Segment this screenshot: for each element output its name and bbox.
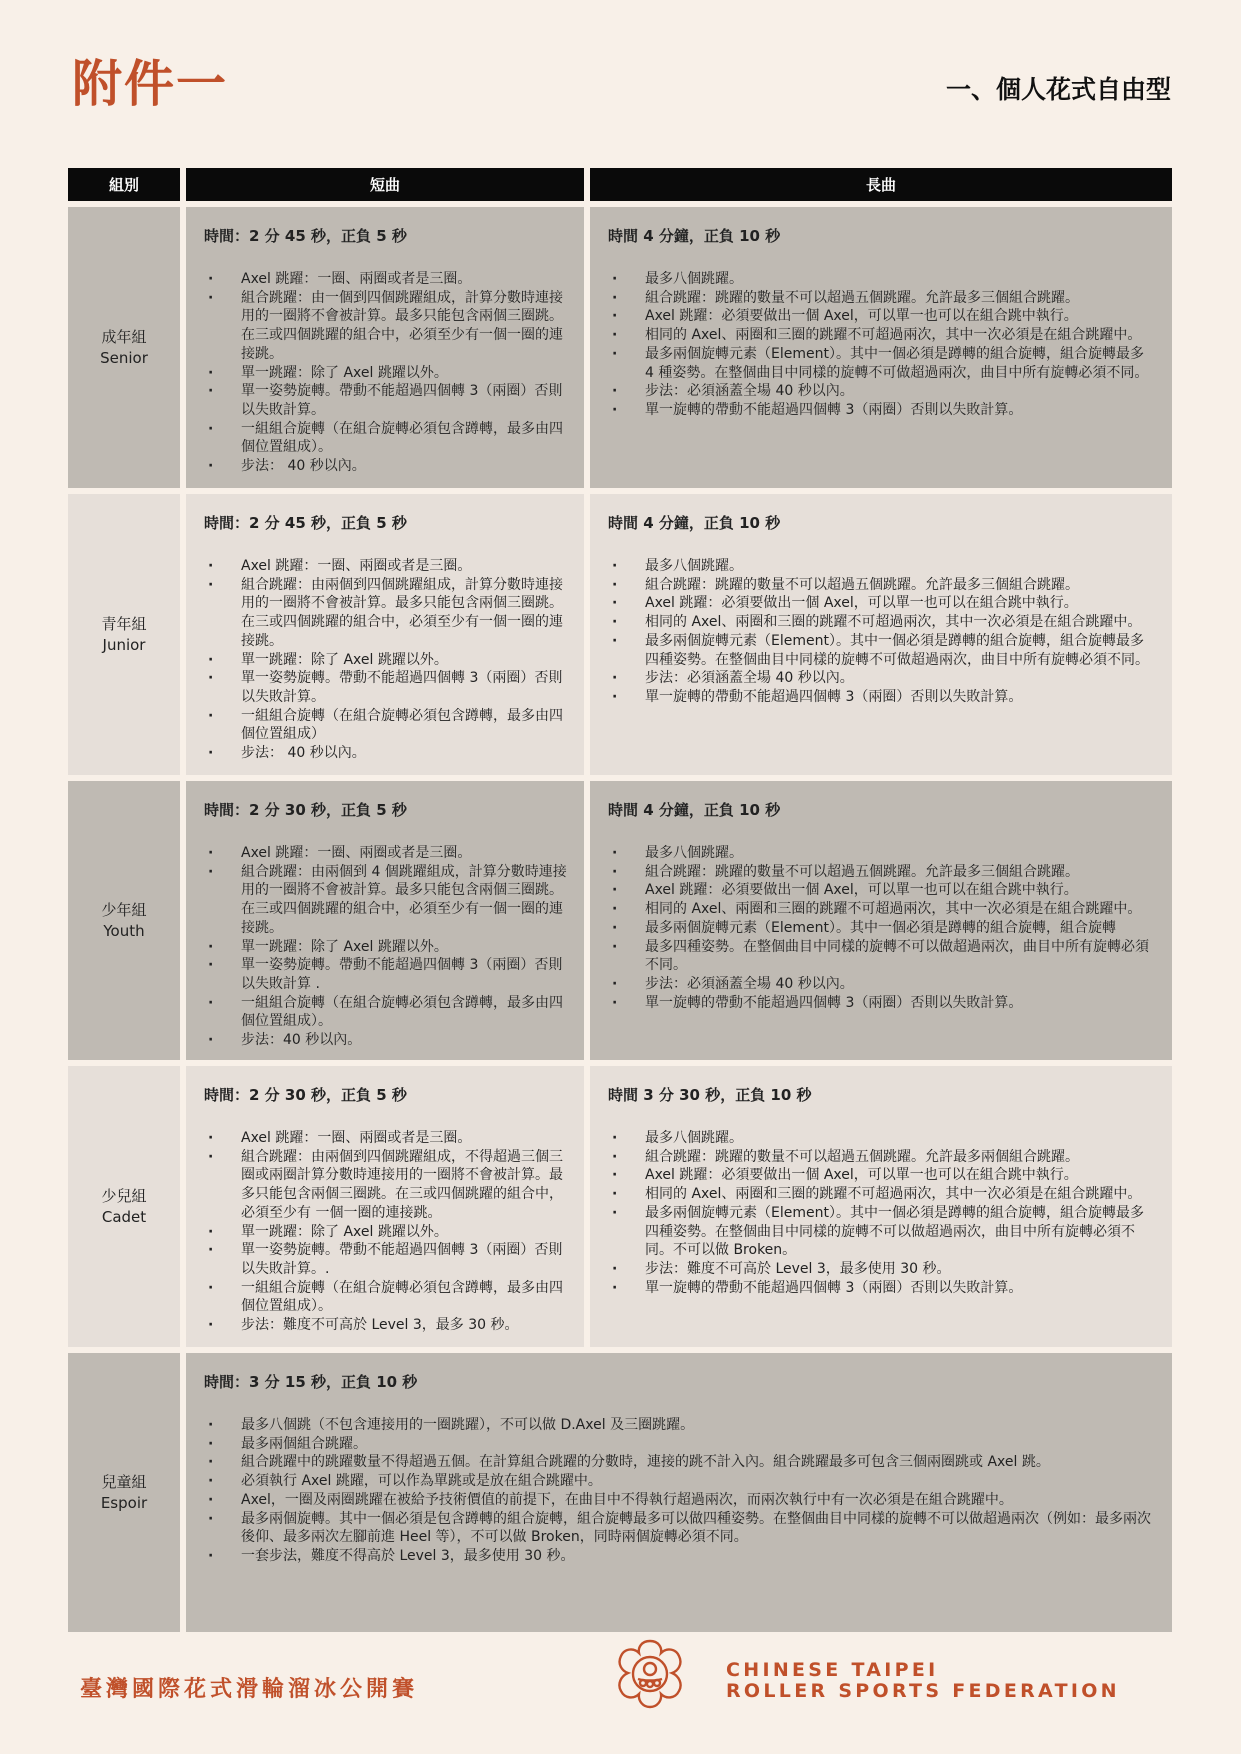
footer-federation-name: [726, 1660, 1120, 1702]
group-name-zh: 青年組: [101, 614, 147, 633]
rule-item: · 最多兩個旋轉元素（Element）。其中一個必須是蹲轉的組合旋轉，組合旋轉最多 4 種姿勢。在整個曲目中同樣的旋轉不可做超過兩次，曲目中所有旋轉必須不同。: [608, 345, 1156, 382]
rule-item: · Axel 跳躍：一圈、兩圈或者是三圈。: [204, 557, 568, 576]
table-row: [68, 781, 1172, 1060]
rule-item: · 單一旋轉的帶動不能超過四個轉 3（兩圈）否則以失敗計算。: [608, 688, 1156, 707]
rule-item: · 步法： 40 秒以內。: [204, 457, 568, 476]
rule-item: · 步法： 40 秒以內。: [204, 744, 568, 763]
group-name-zh: 少兒組: [101, 1186, 147, 1205]
group-name-zh: 少年組: [101, 900, 147, 919]
program-time: 時間 3 分 30 秒，正負 10 秒: [608, 1086, 812, 1104]
group-name-en: Youth: [103, 921, 145, 940]
header-short-program: 短曲: [186, 168, 584, 201]
rule-item: · 步法：必須涵蓋全場 40 秒以內。: [608, 382, 1156, 401]
rule-list: [204, 844, 568, 1050]
rule-item: · 相同的 Axel、兩圈和三圈的跳躍不可超過兩次，其中一次必須是在組合跳躍中。: [608, 326, 1156, 345]
rule-item: · 最多兩個旋轉元素（Element）。其中一個必須是蹲轉的組合旋轉，組合旋轉: [608, 919, 1156, 938]
rule-item: · 步法：難度不可高於 Level 3，最多 30 秒。: [204, 1316, 568, 1335]
short-program-cell: [186, 781, 584, 1060]
espoir-program-cell: [186, 1353, 1172, 1632]
rule-item: · 最多八個跳（不包含連接用的一圈跳躍），不可以做 D.Axel 及三圈跳躍。: [204, 1416, 1156, 1435]
program-time: 時間：2 分 45 秒，正負 5 秒: [204, 514, 407, 532]
rule-list: [204, 1129, 568, 1335]
program-time: 時間：2 分 45 秒，正負 5 秒: [204, 227, 407, 245]
rule-item: · 最多兩個旋轉元素（Element）。其中一個必須是蹲轉的組合旋轉，組合旋轉最多四種姿勢。在整個曲目中同樣的旋轉不可以做超過兩次，曲目中所有旋轉必須不同。不可以做 Broken。: [608, 1204, 1156, 1260]
federation-logo-icon: [612, 1636, 688, 1712]
rule-list: [204, 557, 568, 763]
rule-item: · 最多八個跳躍。: [608, 1129, 1156, 1148]
program-time: 時間 4 分鐘，正負 10 秒: [608, 514, 781, 532]
rule-list: [204, 270, 568, 476]
rule-list: [608, 270, 1156, 420]
rule-item: · 組合跳躍：由兩個到四個跳躍組成，計算分數時連接用的一圈將不會被計算。最多只能包含兩個三圈跳。在三或四個跳躍的組合中，必須至少有一個一圈的連接跳。: [204, 576, 568, 651]
group-cell: [68, 1353, 180, 1632]
rule-item: · 一組組合旋轉（在組合旋轉必須包含蹲轉，最多由四個位置組成）。: [204, 1279, 568, 1316]
group-cell: [68, 207, 180, 488]
short-program-cell: [186, 494, 584, 775]
rule-item: · 步法：必須涵蓋全場 40 秒以內。: [608, 975, 1156, 994]
rule-item: · Axel 跳躍：一圈、兩圈或者是三圈。: [204, 844, 568, 863]
page-title: 附件一: [72, 55, 228, 113]
rule-list: [608, 1129, 1156, 1297]
header-group: 組別: [68, 168, 180, 201]
program-time: 時間：2 分 30 秒，正負 5 秒: [204, 801, 407, 819]
rule-item: · 步法：40 秒以內。: [204, 1031, 568, 1050]
rule-item: · 最多兩個旋轉。其中一個必須是包含蹲轉的組合旋轉，組合旋轉最多可以做四種姿勢。在整個曲目中同樣的旋轉不可以做超過兩次（例如：最多兩次後仰、最多兩次左腳前進 Heel 等），不可以做 Broken，同時兩個旋轉必須不同。: [204, 1510, 1156, 1547]
federation-name-line2: ROLLER SPORTS FEDERATION: [726, 1680, 1120, 1702]
table-header-row: [68, 168, 1172, 201]
rule-item: · 最多八個跳躍。: [608, 270, 1156, 289]
header-long-program: 長曲: [590, 168, 1172, 201]
group-name-en: Senior: [100, 348, 148, 367]
rule-item: · 單一跳躍：除了 Axel 跳躍以外。: [204, 1223, 568, 1242]
rule-list: [608, 557, 1156, 707]
federation-name-line1: CHINESE TAIPEI: [726, 1659, 939, 1681]
rule-item: · 單一跳躍：除了 Axel 跳躍以外。: [204, 938, 568, 957]
rule-item: · 單一跳躍：除了 Axel 跳躍以外。: [204, 651, 568, 670]
rule-item: · 最多八個跳躍。: [608, 844, 1156, 863]
group-name-en: Espoir: [100, 1493, 148, 1512]
rule-item: · 單一姿勢旋轉。帶動不能超過四個轉 3（兩圈）否則以失敗計算。: [204, 669, 568, 706]
rule-item: · 組合跳躍：由兩個到 4 個跳躍組成，計算分數時連接用的一圈將不會被計算。最多只能包含兩個三圈跳。在三或四個跳躍的組合中，必須至少有一個一圈的連接跳。: [204, 863, 568, 938]
long-program-cell: [590, 781, 1172, 1060]
rule-item: · 一組組合旋轉（在組合旋轉必須包含蹲轉，最多由四個位置組成）。: [204, 420, 568, 457]
rules-table: [62, 162, 1178, 1638]
program-time: 時間 4 分鐘，正負 10 秒: [608, 227, 781, 245]
footer-event-name: 臺灣國際花式滑輪溜冰公開賽: [80, 1677, 419, 1702]
rule-item: · 必須執行 Axel 跳躍，可以作為單跳或是放在組合跳躍中。: [204, 1472, 1156, 1491]
rule-item: · Axel 跳躍：一圈、兩圈或者是三圈。: [204, 1129, 568, 1148]
table-row-espoir: [68, 1353, 1172, 1632]
program-time: 時間：3 分 15 秒，正負 10 秒: [204, 1373, 418, 1391]
program-time: 時間：2 分 30 秒，正負 5 秒: [204, 1086, 407, 1104]
short-program-cell: [186, 207, 584, 488]
rule-item: · 單一姿勢旋轉。帶動不能超過四個轉 3（兩圈）否則以失敗計算。.: [204, 1241, 568, 1278]
rule-item: · 相同的 Axel、兩圈和三圈的跳躍不可超過兩次，其中一次必須是在組合跳躍中。: [608, 1185, 1156, 1204]
table-row: [68, 207, 1172, 488]
rule-item: · 單一旋轉的帶動不能超過四個轉 3（兩圈）否則以失敗計算。: [608, 994, 1156, 1013]
table-row: [68, 494, 1172, 775]
rule-item: · 單一姿勢旋轉。帶動不能超過四個轉 3（兩圈）否則以失敗計算 .: [204, 956, 568, 993]
group-cell: [68, 494, 180, 775]
long-program-cell: [590, 494, 1172, 775]
rule-item: · 組合跳躍：由一個到四個跳躍組成，計算分數時連接用的一圈將不會被計算。最多只能包含兩個三圈跳。在三或四個跳躍的組合中，必須至少有一個一圈的連接跳。: [204, 289, 568, 364]
rule-item: · 最多兩個組合跳躍。: [204, 1435, 1156, 1454]
rule-list: [204, 1416, 1156, 1566]
rule-item: · 單一旋轉的帶動不能超過四個轉 3（兩圈）否則以失敗計算。: [608, 401, 1156, 420]
rule-item: · 一套步法，難度不得高於 Level 3，最多使用 30 秒。: [204, 1547, 1156, 1566]
rule-item: · Axel 跳躍：一圈、兩圈或者是三圈。: [204, 270, 568, 289]
rule-item: · 單一旋轉的帶動不能超過四個轉 3（兩圈）否則以失敗計算。: [608, 1279, 1156, 1298]
rule-item: · Axel 跳躍：必須要做出一個 Axel，可以單一也可以在組合跳中執行。: [608, 594, 1156, 613]
rule-item: · 一組組合旋轉（在組合旋轉必須包含蹲轉，最多由四個位置組成）: [204, 707, 568, 744]
rule-item: · 組合跳躍：跳躍的數量不可以超過五個跳躍。允許最多三個組合跳躍。: [608, 289, 1156, 308]
group-name-zh: 兒童組: [101, 1472, 147, 1491]
group-cell: [68, 781, 180, 1060]
program-time: 時間 4 分鐘，正負 10 秒: [608, 801, 781, 819]
rule-item: · Axel 跳躍：必須要做出一個 Axel，可以單一也可以在組合跳中執行。: [608, 1166, 1156, 1185]
page-subtitle: 一、個人花式自由型: [945, 75, 1171, 104]
rule-item: · 組合跳躍：由兩個到四個跳躍組成，不得超過三個三圈或兩圈計算分數時連接用的一圈將不會被計算。最多只能包含兩個三圈跳。在三或四個跳躍的組合中，必須至少有 一個一圈的連接跳。: [204, 1148, 568, 1223]
rule-item: · 組合跳躍：跳躍的數量不可以超過五個跳躍。允許最多三個組合跳躍。: [608, 576, 1156, 595]
rule-item: · 相同的 Axel、兩圈和三圈的跳躍不可超過兩次，其中一次必須是在組合跳躍中。: [608, 900, 1156, 919]
long-program-cell: [590, 207, 1172, 488]
rule-item: · 最多八個跳躍。: [608, 557, 1156, 576]
rule-item: · Axel，一圈及兩圈跳躍在被給予技術價值的前提下，在曲目中不得執行超過兩次，而兩次執行中有一次必須是在組合跳躍中。: [204, 1491, 1156, 1510]
long-program-cell: [590, 1066, 1172, 1347]
group-name-en: Cadet: [101, 1207, 147, 1226]
group-name-en: Junior: [102, 635, 146, 654]
table-row: [68, 1066, 1172, 1347]
rule-item: · 組合跳躍：跳躍的數量不可以超過五個跳躍。允許最多三個組合跳躍。: [608, 863, 1156, 882]
group-cell: [68, 1066, 180, 1347]
rule-item: · 最多四種姿勢。在整個曲目中同樣的旋轉不可以做超過兩次，曲目中所有旋轉必須不同。: [608, 938, 1156, 975]
rule-item: · 一組組合旋轉（在組合旋轉必須包含蹲轉，最多由四個位置組成）。: [204, 994, 568, 1031]
group-name-zh: 成年組: [101, 327, 147, 346]
rule-item: · 單一姿勢旋轉。帶動不能超過四個轉 3（兩圈）否則以失敗計算。: [204, 382, 568, 419]
rule-item: · 組合跳躍：跳躍的數量不可以超過五個跳躍。允許最多兩個組合跳躍。: [608, 1148, 1156, 1167]
rule-list: [608, 844, 1156, 1012]
rule-item: · 步法：必須涵蓋全場 40 秒以內。: [608, 669, 1156, 688]
rule-item: · 單一跳躍：除了 Axel 跳躍以外。: [204, 364, 568, 383]
rule-item: · 步法：難度不可高於 Level 3，最多使用 30 秒。: [608, 1260, 1156, 1279]
rule-item: · Axel 跳躍：必須要做出一個 Axel，可以單一也可以在組合跳中執行。: [608, 307, 1156, 326]
short-program-cell: [186, 1066, 584, 1347]
rule-item: · Axel 跳躍：必須要做出一個 Axel，可以單一也可以在組合跳中執行。: [608, 881, 1156, 900]
rule-item: · 組合跳躍中的跳躍數量不得超過五個。在計算組合跳躍的分數時，連接的跳不計入內。組合跳躍最多可包含三個兩圈跳或 Axel 跳。: [204, 1453, 1156, 1472]
rule-item: · 相同的 Axel、兩圈和三圈的跳躍不可超過兩次，其中一次必須是在組合跳躍中。: [608, 613, 1156, 632]
rule-item: · 最多兩個旋轉元素（Element）。其中一個必須是蹲轉的組合旋轉，組合旋轉最多四種姿勢。在整個曲目中同樣的旋轉不可做超過兩次，曲目中所有旋轉必須不同。: [608, 632, 1156, 669]
